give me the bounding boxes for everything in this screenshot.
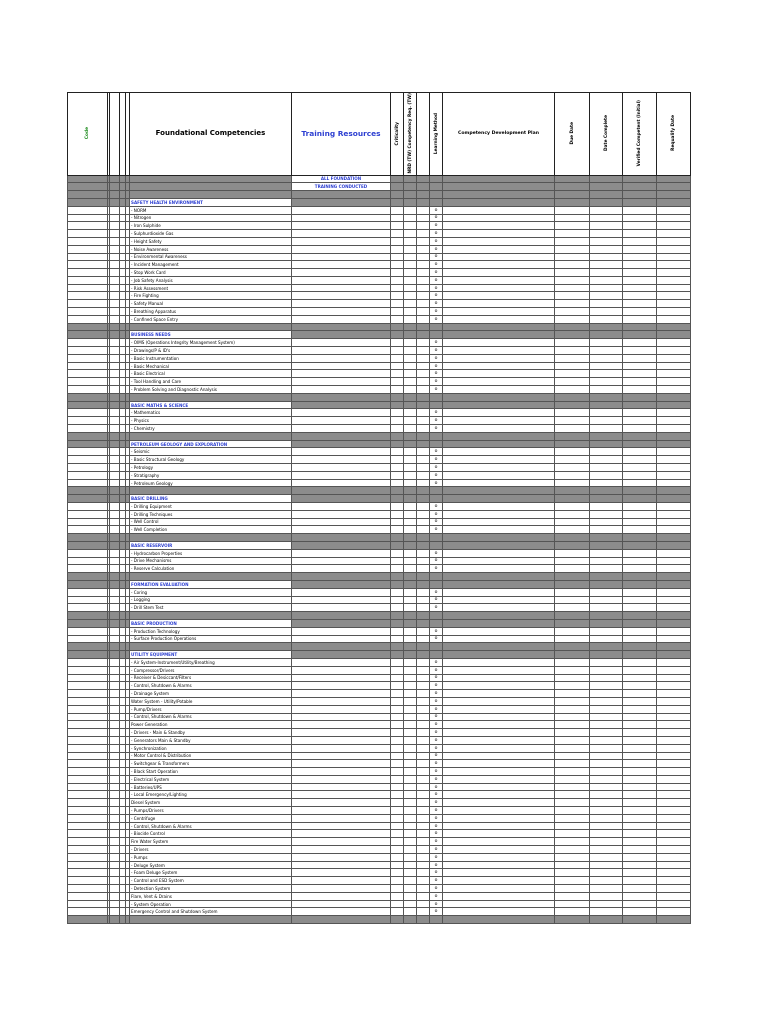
learning-method-circle: o <box>430 807 443 815</box>
learning-method-circle: o <box>430 846 443 854</box>
learning-method-circle: o <box>430 604 443 612</box>
section-title: BASIC DRILLING <box>130 495 292 503</box>
learning-method-circle: o <box>430 518 443 526</box>
competency-row <box>68 674 691 682</box>
competency-row <box>68 635 691 643</box>
competency-item: - Job Safety Analysis <box>130 276 292 284</box>
learning-method-circle: o <box>430 206 443 214</box>
competency-row <box>68 830 691 838</box>
competency-item: - Noise Awareness <box>130 245 292 253</box>
competencies-header: Foundational Competencies <box>130 93 292 176</box>
competency-row <box>68 245 691 253</box>
verified-competent-header: Verified Competent (Initial) <box>623 93 657 176</box>
competency-item: - Well Completion <box>130 526 292 534</box>
competency-row <box>68 230 691 238</box>
competency-item: - Basic Electrical <box>130 370 292 378</box>
competency-row <box>68 300 691 308</box>
learning-method-circle: o <box>430 674 443 682</box>
competency-item: - Drill Stem Test <box>130 604 292 612</box>
competency-row <box>68 339 691 347</box>
competency-row <box>68 409 691 417</box>
competency-row <box>68 721 691 729</box>
learning-method-circle: o <box>430 596 443 604</box>
competency-req-header: NRD (TW) Competency Req. (TW) <box>404 93 417 176</box>
learning-method-circle: o <box>430 690 443 698</box>
competency-row <box>68 479 691 487</box>
competency-item: Diesel System <box>130 799 292 807</box>
competency-item: - Pump/Drivers <box>130 705 292 713</box>
learning-method-circle: o <box>430 378 443 386</box>
gray-divider <box>68 612 691 620</box>
gray-divider <box>68 534 691 542</box>
competency-item: - Foam Deluge System <box>130 869 292 877</box>
learning-method-circle: o <box>430 425 443 433</box>
competency-row <box>68 822 691 830</box>
learning-method-circle: o <box>430 417 443 425</box>
competency-row <box>68 222 691 230</box>
learning-method-circle: o <box>430 261 443 269</box>
date-complete-header: Date Complete <box>590 93 623 176</box>
competency-item: - Confined Space Entry <box>130 315 292 323</box>
competency-item: - Surface Production Operations <box>130 635 292 643</box>
competency-row <box>68 705 691 713</box>
gray-divider <box>68 573 691 581</box>
competency-item: - Fire Fighting <box>130 292 292 300</box>
learning-method-circle: o <box>430 269 443 277</box>
competency-row <box>68 752 691 760</box>
competency-row <box>68 417 691 425</box>
competency-item: - Petrology <box>130 464 292 472</box>
learning-method-circle: o <box>430 877 443 885</box>
learning-method-circle: o <box>430 799 443 807</box>
learning-method-circle: o <box>430 456 443 464</box>
learning-method-circle: o <box>430 347 443 355</box>
competency-row <box>68 386 691 394</box>
learning-method-circle: o <box>430 838 443 846</box>
competency-item: - Centrifuge <box>130 814 292 822</box>
competency-item: - Receiver & Desiccant/Filters <box>130 674 292 682</box>
section-title: BUSINESS NEEDS <box>130 331 292 339</box>
competency-row <box>68 276 691 284</box>
learning-method-circle: o <box>430 471 443 479</box>
learning-method-circle: o <box>430 744 443 752</box>
learning-method-circle: o <box>430 752 443 760</box>
competency-item: - Motor Control & Distribution <box>130 752 292 760</box>
competency-row <box>68 627 691 635</box>
competency-row <box>68 775 691 783</box>
competency-item: - Local Emergency/Lighting <box>130 791 292 799</box>
competency-item: - Biocide Control <box>130 830 292 838</box>
competency-item: - Logging <box>130 596 292 604</box>
learning-method-circle: o <box>430 721 443 729</box>
competency-row <box>68 658 691 666</box>
header-row <box>68 93 691 176</box>
section-row <box>68 619 691 627</box>
competency-row <box>68 315 691 323</box>
competency-row <box>68 253 691 261</box>
learning-method-circle: o <box>430 479 443 487</box>
learning-method-circle: o <box>430 635 443 643</box>
competency-item: Fire Water System <box>130 838 292 846</box>
section-title: BASIC RESERVOIR <box>130 541 292 549</box>
competency-row <box>68 596 691 604</box>
competency-item: - Iron Sulphide <box>130 222 292 230</box>
competency-row <box>68 464 691 472</box>
competency-row <box>68 604 691 612</box>
competency-item: - Well Control <box>130 518 292 526</box>
competency-row <box>68 565 691 573</box>
competency-row <box>68 807 691 815</box>
learning-method-circle: o <box>430 339 443 347</box>
competency-item: - Hydrocarbon Properties <box>130 549 292 557</box>
competency-item: - Reserve Calculation <box>130 565 292 573</box>
section-row <box>68 580 691 588</box>
gray-divider <box>68 487 691 495</box>
section-title: FORMATION EVALUATION <box>130 580 292 588</box>
section-row <box>68 651 691 659</box>
competency-row <box>68 448 691 456</box>
competency-row <box>68 861 691 869</box>
competency-item: - Stop Work Card <box>130 269 292 277</box>
requalify-date-header: Requalify Date <box>657 93 691 176</box>
competency-item: - Breathing Apparatus <box>130 308 292 316</box>
competency-row <box>68 237 691 245</box>
competency-item: - Switchgear & Transformers <box>130 760 292 768</box>
training-resources-header: Training Resources <box>292 93 391 176</box>
learning-method-circle: o <box>430 464 443 472</box>
section-row <box>68 198 691 206</box>
competency-row <box>68 549 691 557</box>
learning-method-circle: o <box>430 315 443 323</box>
code-header: Code <box>68 93 108 176</box>
competency-row <box>68 308 691 316</box>
competency-row <box>68 869 691 877</box>
learning-method-circle: o <box>430 760 443 768</box>
gray-divider <box>68 323 691 331</box>
competency-row <box>68 347 691 355</box>
competency-row <box>68 908 691 916</box>
competency-item: - Synchronization <box>130 744 292 752</box>
competency-item: - Nitrogen <box>130 214 292 222</box>
learning-method-circle: o <box>430 729 443 737</box>
competency-item: - Environmental Awareness <box>130 253 292 261</box>
section-row <box>68 331 691 339</box>
competency-item: Emergency Control and Shutdown System <box>130 908 292 916</box>
competency-row <box>68 510 691 518</box>
all-foundation-label: ALL FOUNDATION <box>292 175 391 183</box>
learning-method-circle: o <box>430 768 443 776</box>
competency-row <box>68 768 691 776</box>
learning-method-circle: o <box>430 853 443 861</box>
band-row <box>68 183 691 191</box>
competency-item: - Batteries/UPS <box>130 783 292 791</box>
learning-method-header: Learning Method <box>430 93 443 176</box>
competency-row <box>68 783 691 791</box>
competency-row <box>68 690 691 698</box>
competency-row <box>68 666 691 674</box>
band-row <box>68 175 691 183</box>
learning-method-circle: o <box>430 284 443 292</box>
learning-method-circle: o <box>430 791 443 799</box>
gray-divider <box>68 191 691 199</box>
learning-method-circle: o <box>430 276 443 284</box>
competency-item: - Drilling Equipment <box>130 503 292 511</box>
competency-item: Flare, Vent & Drains <box>130 892 292 900</box>
competency-item: - Sulphurdioxide Gas <box>130 230 292 238</box>
competency-row <box>68 729 691 737</box>
learning-method-circle: o <box>430 658 443 666</box>
gray-divider <box>68 432 691 440</box>
competency-row <box>68 885 691 893</box>
competency-row <box>68 588 691 596</box>
learning-method-circle: o <box>430 300 443 308</box>
competency-item: - Drivers - Main & Standby <box>130 729 292 737</box>
learning-method-circle: o <box>430 557 443 565</box>
competency-row <box>68 518 691 526</box>
competency-item: - Chemistry <box>130 425 292 433</box>
competency-item: - Generators Main & Standby <box>130 736 292 744</box>
learning-method-circle: o <box>430 900 443 908</box>
competency-col-header <box>417 93 430 176</box>
competency-item: - Problem Solving and Diagnostic Analysis <box>130 386 292 394</box>
learning-method-circle: o <box>430 245 443 253</box>
competency-row <box>68 744 691 752</box>
competency-item: - Black Start Operation <box>130 768 292 776</box>
gray-footer <box>68 916 691 924</box>
competency-row <box>68 697 691 705</box>
competency-item: - Height Safety <box>130 237 292 245</box>
competency-item: - Drainage System <box>130 690 292 698</box>
competency-item: - Physics <box>130 417 292 425</box>
competency-item: Power Generation <box>130 721 292 729</box>
competency-item: - Drilling Techniques <box>130 510 292 518</box>
learning-method-circle: o <box>430 409 443 417</box>
competency-row <box>68 284 691 292</box>
competency-row <box>68 362 691 370</box>
competency-item: - Basic Mechanical <box>130 362 292 370</box>
competency-item: - Tool Handling and Care <box>130 378 292 386</box>
section-row <box>68 541 691 549</box>
criticality-header: Criticality <box>391 93 404 176</box>
competency-item: - Compressor/Drivers <box>130 666 292 674</box>
learning-method-circle: o <box>430 814 443 822</box>
learning-method-circle: o <box>430 549 443 557</box>
competency-row <box>68 877 691 885</box>
learning-method-circle: o <box>430 682 443 690</box>
competency-row <box>68 713 691 721</box>
learning-method-circle: o <box>430 292 443 300</box>
learning-method-circle: o <box>430 370 443 378</box>
due-date-header: Due Date <box>555 93 590 176</box>
development-plan-header: Competency Development Plan <box>443 93 555 176</box>
competency-item: - Basic Structural Geology <box>130 456 292 464</box>
learning-method-circle: o <box>430 892 443 900</box>
learning-method-circle: o <box>430 386 443 394</box>
training-conducted-label: TRAINING CONDUCTED <box>292 183 391 191</box>
learning-method-circle: o <box>430 830 443 838</box>
competency-item: - Seismic <box>130 448 292 456</box>
section-title: PETROLEUM GEOLOGY AND EXPLORATION <box>130 440 292 448</box>
competency-row <box>68 214 691 222</box>
learning-method-circle: o <box>430 354 443 362</box>
section-row <box>68 495 691 503</box>
learning-method-circle: o <box>430 308 443 316</box>
competency-row <box>68 370 691 378</box>
learning-method-circle: o <box>430 588 443 596</box>
competency-item: - OIMS (Operations Integrity Management System) <box>130 339 292 347</box>
competency-row <box>68 425 691 433</box>
competency-row <box>68 471 691 479</box>
competency-row <box>68 846 691 854</box>
section-row <box>68 440 691 448</box>
learning-method-circle: o <box>430 908 443 916</box>
competency-item: - Coring <box>130 588 292 596</box>
competency-row <box>68 760 691 768</box>
learning-method-circle: o <box>430 510 443 518</box>
learning-method-circle: o <box>430 362 443 370</box>
competency-item: - Control, Shutdown & Alarms <box>130 713 292 721</box>
competency-row <box>68 292 691 300</box>
competency-item: - Risk Assessment <box>130 284 292 292</box>
section-title: SAFETY HEALTH ENVIRONMENT <box>130 198 292 206</box>
learning-method-circle: o <box>430 885 443 893</box>
competency-row <box>68 736 691 744</box>
competency-row <box>68 791 691 799</box>
competency-row <box>68 838 691 846</box>
sheet-body <box>68 175 691 924</box>
learning-method-circle: o <box>430 713 443 721</box>
competency-row <box>68 682 691 690</box>
competency-item: - NORM <box>130 206 292 214</box>
competency-row <box>68 814 691 822</box>
competency-item: - Safety Manual <box>130 300 292 308</box>
learning-method-circle: o <box>430 503 443 511</box>
competency-item: Water System - Utility/Potable <box>130 697 292 705</box>
competency-sheet <box>67 92 691 924</box>
competency-row <box>68 378 691 386</box>
learning-method-circle: o <box>430 783 443 791</box>
competency-item: - Air System-Instrument/Utility/Breathing <box>130 658 292 666</box>
competency-row <box>68 557 691 565</box>
section-title: UTILITY EQUIPMENT <box>130 651 292 659</box>
competency-item: - System Operation <box>130 900 292 908</box>
learning-method-circle: o <box>430 861 443 869</box>
competency-item: - Basic Instrumentation <box>130 354 292 362</box>
gray-divider <box>68 643 691 651</box>
competency-item: - Drawings/P & ID's <box>130 347 292 355</box>
learning-method-circle: o <box>430 230 443 238</box>
competency-row <box>68 269 691 277</box>
competency-item: - Drive Mechanisms <box>130 557 292 565</box>
competency-item: - Control, Shutdown & Alarms <box>130 822 292 830</box>
competency-item: - Pumps <box>130 853 292 861</box>
competency-item: - Stratigraphy <box>130 471 292 479</box>
competency-item: - Detection System <box>130 885 292 893</box>
competency-row <box>68 261 691 269</box>
competency-row <box>68 456 691 464</box>
competency-row <box>68 853 691 861</box>
competency-row <box>68 892 691 900</box>
learning-method-circle: o <box>430 237 443 245</box>
competency-item: - Pumps/Drivers <box>130 807 292 815</box>
learning-method-circle: o <box>430 736 443 744</box>
learning-method-circle: o <box>430 775 443 783</box>
section-title: BASIC MATHS & SCIENCE <box>130 401 292 409</box>
competency-item: - Petroleum Geology <box>130 479 292 487</box>
competency-item: - Deluge System <box>130 861 292 869</box>
learning-method-circle: o <box>430 448 443 456</box>
learning-method-circle: o <box>430 627 443 635</box>
learning-method-circle: o <box>430 697 443 705</box>
competency-item: - Electrical System <box>130 775 292 783</box>
gray-divider <box>68 393 691 401</box>
competency-row <box>68 900 691 908</box>
learning-method-circle: o <box>430 222 443 230</box>
competency-row <box>68 206 691 214</box>
section-row <box>68 401 691 409</box>
learning-method-circle: o <box>430 705 443 713</box>
learning-method-circle: o <box>430 565 443 573</box>
competency-item: - Incident Management <box>130 261 292 269</box>
competency-row <box>68 526 691 534</box>
competency-item: - Control and ESD System <box>130 877 292 885</box>
learning-method-circle: o <box>430 869 443 877</box>
competency-item: - Drivers <box>130 846 292 854</box>
section-title: BASIC PRODUCTION <box>130 619 292 627</box>
learning-method-circle: o <box>430 822 443 830</box>
competency-row <box>68 503 691 511</box>
competency-item: - Control, Shutdown & Alarms <box>130 682 292 690</box>
learning-method-circle: o <box>430 253 443 261</box>
competency-item: - Production Technology <box>130 627 292 635</box>
competency-row <box>68 799 691 807</box>
learning-method-circle: o <box>430 666 443 674</box>
competency-row <box>68 354 691 362</box>
learning-method-circle: o <box>430 214 443 222</box>
competency-item: - Mathematics <box>130 409 292 417</box>
learning-method-circle: o <box>430 526 443 534</box>
